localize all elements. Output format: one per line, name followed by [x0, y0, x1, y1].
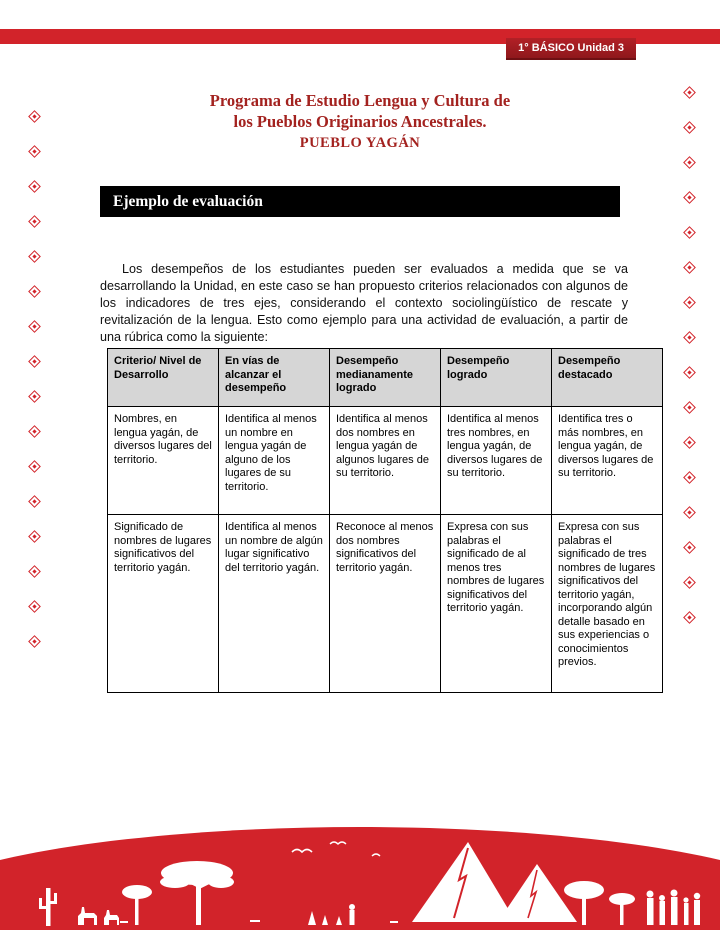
diamond-ornament-icon	[28, 285, 41, 298]
left-ornament-rail	[30, 112, 39, 646]
diamond-ornament-icon	[683, 261, 696, 274]
diamond-ornament-icon	[683, 86, 696, 99]
table-cell: Identifica al menos tres nombres, en lengua yagán, de diversos lugares de su territorio.	[441, 407, 552, 515]
diamond-ornament-icon	[28, 425, 41, 438]
table-cell: Reconoce al menos dos nombres significativos del territorio yagán.	[330, 515, 441, 693]
table-cell: Identifica al menos dos nombres en lengua yagán de algunos lugares de su territorio.	[330, 407, 441, 515]
section-banner-label: Ejemplo de evaluación	[113, 192, 263, 210]
footer-landscape-art	[0, 814, 720, 932]
diamond-ornament-icon	[28, 355, 41, 368]
diamond-ornament-icon	[683, 576, 696, 589]
diamond-ornament-icon	[28, 460, 41, 473]
unit-badge: 1° BÁSICO Unidad 3	[506, 38, 636, 60]
diamond-ornament-icon	[28, 495, 41, 508]
diamond-ornament-icon	[28, 390, 41, 403]
table-cell: Nombres, en lengua yagán, de diversos lugares del territorio.	[108, 407, 219, 515]
rubric-table	[107, 348, 663, 693]
title-line-2: los Pueblos Originarios Ancestrales.	[233, 112, 487, 131]
diamond-ornament-icon	[28, 145, 41, 158]
diamond-ornament-icon	[28, 600, 41, 613]
table-cell: Expresa con sus palabras el significado de tres nombres de lugares significativos del territorio yagán, incorporando algún detalle basado en sus experiencias o conocimientos previos.	[552, 515, 663, 693]
table-header-cell: Criterio/ Nivel de Desarrollo	[108, 349, 219, 407]
table-cell: Identifica tres o más nombres, en lengua yagán, de diversos lugares de su territorio.	[552, 407, 663, 515]
intro-paragraph: Los desempeños de los estudiantes pueden ser evaluados a medida que se va desarrollando la Unidad, en este caso se han propuesto criterios relacionados con algunos de los indicadores de tres ejes, considerando el contexto sociolingüístico de rescate y revitalización de la lengua. Esto como ejemplo para una actividad de evaluación, a partir de una rúbrica como la siguiente:	[100, 262, 628, 344]
table-header-cell: En vías de alcanzar el desempeño	[219, 349, 330, 407]
diamond-ornament-icon	[28, 180, 41, 193]
diamond-ornament-icon	[28, 635, 41, 648]
diamond-ornament-icon	[683, 436, 696, 449]
diamond-ornament-icon	[683, 331, 696, 344]
page-title	[0, 90, 720, 153]
diamond-ornament-icon	[28, 320, 41, 333]
table-cell: Identifica al menos un nombre de algún lugar significativo del territorio yagán.	[219, 515, 330, 693]
table-header-cell: Desempeño destacado	[552, 349, 663, 407]
table-cell: Expresa con sus palabras el significado de al menos tres nombres de lugares significativos del territorio yagán.	[441, 515, 552, 693]
diamond-ornament-icon	[28, 250, 41, 263]
diamond-ornament-icon	[683, 121, 696, 134]
table-header-row	[108, 349, 663, 407]
right-ornament-rail	[685, 88, 694, 622]
diamond-ornament-icon	[683, 541, 696, 554]
diamond-ornament-icon	[28, 565, 41, 578]
table-row	[108, 407, 663, 515]
table-header-cell: Desempeño logrado	[441, 349, 552, 407]
diamond-ornament-icon	[683, 366, 696, 379]
diamond-ornament-icon	[683, 156, 696, 169]
diamond-ornament-icon	[683, 226, 696, 239]
diamond-ornament-icon	[683, 296, 696, 309]
table-row	[108, 515, 663, 693]
table-cell: Significado de nombres de lugares significativos del territorio yagán.	[108, 515, 219, 693]
table-header-cell: Desempeño medianamente logrado	[330, 349, 441, 407]
diamond-ornament-icon	[28, 530, 41, 543]
diamond-ornament-icon	[28, 215, 41, 228]
title-line-3: PUEBLO YAGÁN	[299, 135, 421, 151]
diamond-ornament-icon	[683, 611, 696, 624]
footer-illustration	[0, 814, 720, 932]
diamond-ornament-icon	[683, 191, 696, 204]
table-cell: Identifica al menos un nombre en lengua yagán de alguno de los lugares de su territorio.	[219, 407, 330, 515]
section-banner	[100, 186, 620, 217]
title-line-1: Programa de Estudio Lengua y Cultura de	[209, 91, 511, 110]
diamond-ornament-icon	[28, 110, 41, 123]
diamond-ornament-icon	[683, 506, 696, 519]
diamond-ornament-icon	[683, 471, 696, 484]
diamond-ornament-icon	[683, 401, 696, 414]
